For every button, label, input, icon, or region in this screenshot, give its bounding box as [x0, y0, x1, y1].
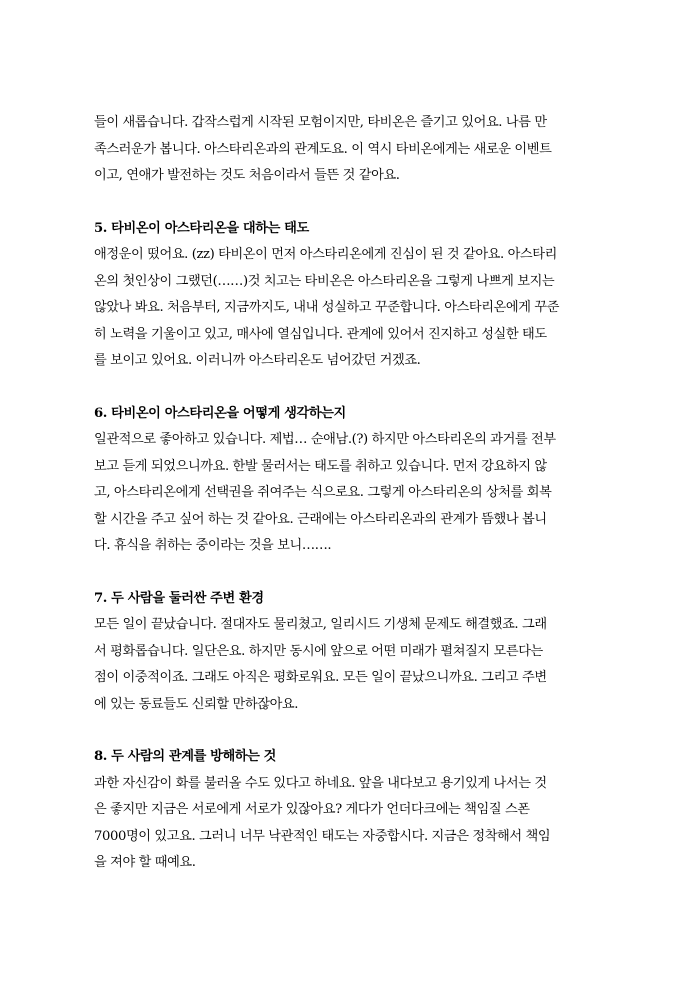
section-6: [94, 401, 606, 560]
section-heading: 7. 두 사람을 둘러싼 주변 환경: [94, 590, 264, 606]
text-line: 은 좋지만 지금은 서로에게 서로가 있잖아요? 게다가 언더다크에는 책임질 스폰: [94, 802, 530, 817]
intro-paragraph: [94, 110, 606, 190]
section-heading: 5. 타비온이 아스타리온을 대하는 태도: [94, 220, 309, 236]
section-heading: 8. 두 사람의 관계를 방해하는 것: [94, 749, 276, 764]
section-heading: 6. 타비온이 아스타리온을 어떻게 생각하는지: [94, 405, 346, 421]
text-line: 일관적으로 좋아하고 있습니다. 제법… 순애남.(?) 하지만 아스타리온의 과거를 전부: [94, 432, 556, 447]
text-line: 보고 듣게 되었으니까요. 한발 물러서는 태도를 취하고 있습니다. 먼저 강요하지 않: [94, 458, 547, 474]
text-line: 온의 첫인상이 그랬던(……)것 치고는 타비온은 아스타리온을 그렇게 나쁘게 보지는: [94, 273, 555, 289]
text-line: 모든 일이 끝났습니다. 절대자도 물리쳤고, 일리시드 기생체 문제도 해결했죠. 그래: [94, 617, 547, 632]
document-page: [94, 110, 606, 877]
text-line: 히 노력을 기울이고 있고, 매사에 열심입니다. 관계에 있어서 진지하고 성실한 태도: [94, 326, 547, 342]
section-paragraph: [94, 771, 606, 877]
text-line: 을 져야 할 때예요.: [94, 855, 196, 870]
text-line: 족스러운가 봅니다. 아스타리온과의 관계도요. 이 역시 타비온에게는 새로운 이벤트: [94, 141, 552, 157]
section-paragraph: [94, 612, 606, 718]
text-line: 다. 휴식을 취하는 중이라는 것을 보니…….: [94, 538, 332, 553]
text-line: 이고, 연애가 발전하는 것도 처음이라서 들뜬 것 같아요.: [94, 168, 400, 183]
section-8: [94, 744, 606, 877]
section-7: [94, 586, 606, 719]
section-paragraph: [94, 427, 606, 560]
text-line: 서 평화롭습니다. 일단은요. 하지만 동시에 앞으로 어떤 미래가 펼쳐질지 모른다는: [94, 643, 543, 659]
text-line: 애정운이 떴어요. (zz) 타비온이 먼저 아스타리온에게 진심이 된 것 같아요. 아스타리: [94, 247, 557, 262]
text-line: 고, 아스타리온에게 선택권을 쥐여주는 식으로요. 그렇게 아스타리온의 상처를 회복: [94, 485, 552, 500]
text-line: 않았나 봐요. 처음부터, 지금까지도, 내내 성실하고 꾸준합니다. 아스타리온에게 꾸준: [94, 300, 560, 315]
text-line: 점이 이중적이죠. 그래도 아직은 평화로워요. 모든 일이 끝났으니까요. 그리고 주변: [94, 670, 547, 685]
section-paragraph: [94, 242, 606, 375]
text-line: 들이 새롭습니다. 갑작스럽게 시작된 모험이지만, 타비온은 즐기고 있어요. 나름 만: [94, 115, 547, 130]
text-line: 를 보이고 있어요. 이러니까 아스타리온도 넘어갔던 거겠죠.: [94, 353, 421, 368]
section-5: [94, 216, 606, 375]
text-line: 할 시간을 주고 싶어 하는 것 같아요. 근래에는 아스타리온과의 관계가 뜸했나 봅니: [94, 511, 547, 527]
text-line: 에 있는 동료들도 신뢰할 만하잖아요.: [94, 696, 299, 712]
text-line: 7000명이 있고요. 그러니 너무 낙관적인 태도는 자중합시다. 지금은 정착해서 책임: [94, 828, 551, 844]
text-line: 과한 자신감이 화를 불러올 수도 있다고 하네요. 앞을 내다보고 용기있게 나서는 것: [94, 775, 547, 791]
